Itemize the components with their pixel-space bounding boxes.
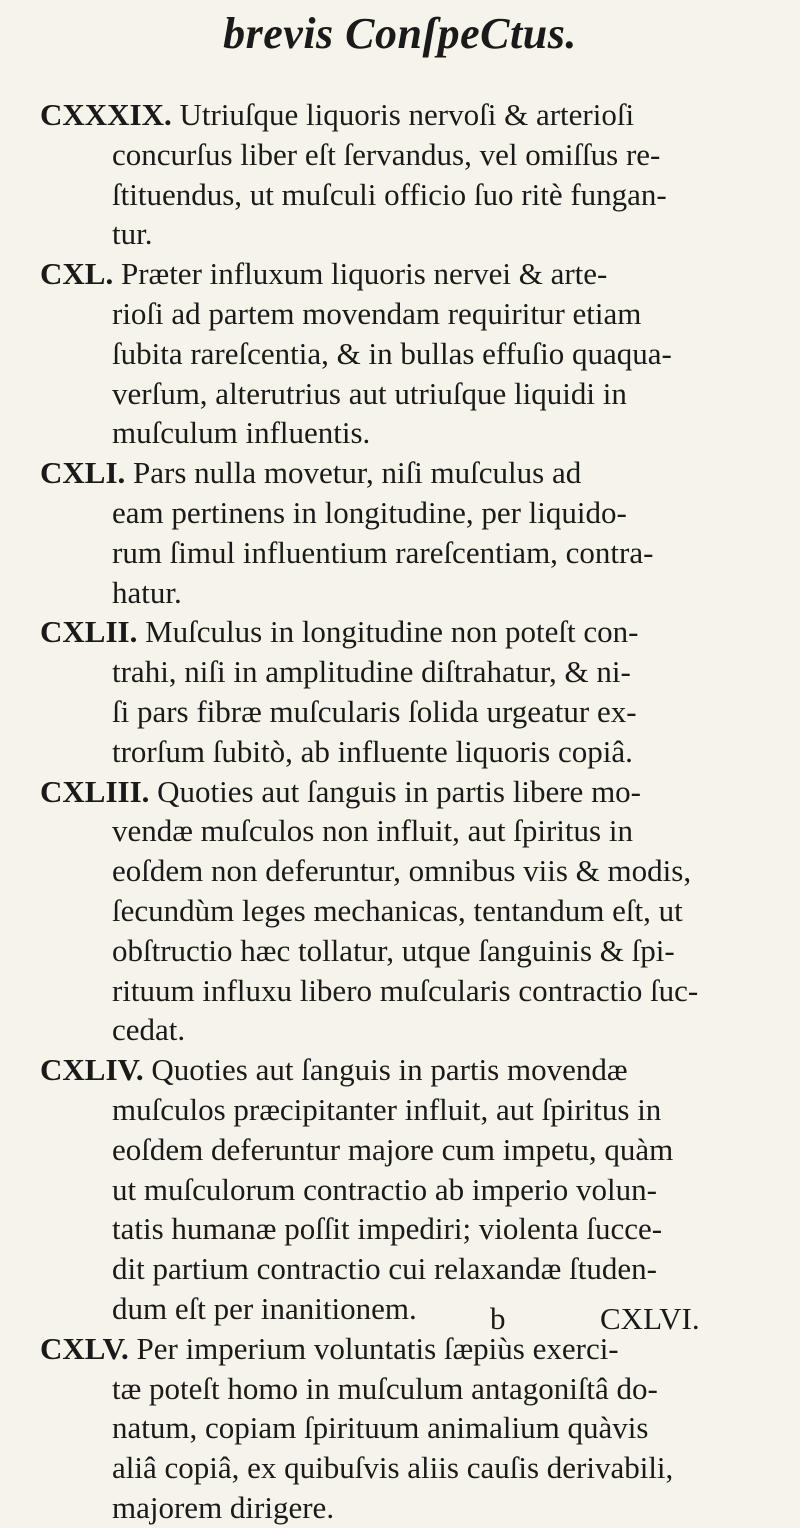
paragraph-number: CXLIII.: [40, 773, 150, 809]
text-line: tatis humanæ poſſit impediri; violenta ſucce-: [112, 1211, 663, 1247]
line-text: Quoties aut ſanguis in partis libere mo-: [157, 773, 642, 809]
text-line: ſubita rareſcentia, & in bullas effuſio quaqua-: [112, 335, 672, 371]
text-line: hatur.: [112, 574, 182, 610]
text-line: ſecundùm leges mechanicas, tentandum eſt, ut: [112, 892, 683, 928]
text-line: trahi, niſi in amplitudine diſtrahatur, & ni-: [112, 654, 631, 690]
text-line: [40, 1050, 770, 1090]
text-line: tæ poteſt homo in muſculum antagoniſtâ do-: [112, 1370, 658, 1406]
text-line: cedat.: [112, 1012, 186, 1048]
text-line: [40, 453, 770, 493]
line-text: Pars nulla movetur, niſi muſculus ad: [133, 455, 582, 491]
text-line: vendæ muſculos non influit, aut ſpiritus in: [112, 813, 633, 849]
catchword: CXLVI.: [600, 1301, 700, 1336]
text-line: verſum, alterutrius aut utriuſque liquidi in: [112, 375, 627, 411]
paragraph-number: CXXXIX.: [40, 97, 172, 132]
text-line: eoſdem deferuntur majore cum impetu, quàm: [112, 1131, 674, 1167]
text-line: eoſdem non deferuntur, omnibus viis & modis,: [112, 853, 692, 889]
text-line: tur.: [112, 216, 153, 252]
text-line: eam pertinens in longitudine, per liquido-: [112, 494, 627, 530]
line-text: Utriuſque liquoris nervoſi & arterioſi: [179, 97, 635, 132]
text-line: [40, 95, 770, 135]
text-line: majorem dirigere.: [112, 1489, 335, 1525]
text-line: aliâ copiâ, ex quibuſvis aliis cauſis derivabili,: [112, 1450, 674, 1486]
text-line: muſculos præcipitanter influit, aut ſpiritus in: [112, 1091, 662, 1127]
text-line: dum eſt per inanitionem.: [112, 1290, 417, 1326]
text-line: ut muſculorum contractio ab imperio volun-: [112, 1171, 657, 1207]
text-line: dit partium contractio cui relaxandæ ſtuden-: [112, 1251, 657, 1287]
text-line: obſtructio hæc tollatur, utque ſanguinis & ſpi-: [112, 932, 675, 968]
paragraph-number: CXL.: [40, 256, 114, 292]
text-line: ſi pars fibræ muſcularis ſolida urgeatur ex-: [112, 693, 637, 729]
text-line: [40, 254, 770, 294]
paragraph-number: CXLI.: [40, 455, 126, 491]
line-text: Muſculus in longitudine non poteſt con-: [145, 614, 639, 650]
text-line: [40, 772, 770, 812]
text-line: rum ſimul influentium rareſcentiam, contra-: [112, 534, 654, 570]
paragraph-number: CXLV.: [40, 1330, 129, 1366]
line-text: Præter influxum liquoris nervei & arte-: [120, 256, 608, 292]
numbered-paragraph: [40, 95, 770, 254]
numbered-paragraph: [40, 772, 770, 1051]
signature-mark: b: [490, 1301, 506, 1336]
text-line: natum, copiam ſpirituum animalium quàvis: [112, 1410, 649, 1446]
paragraph-number: CXLIV.: [40, 1052, 144, 1088]
text-line: rioſi ad partem movendam requiritur etiam: [112, 295, 642, 331]
running-head: brevis ConſpeCtus.: [223, 9, 577, 58]
text-line: concurſus liber eſt ſervandus, vel omiſſus re-: [112, 136, 661, 172]
line-text: Quoties aut ſanguis in partis movendæ: [151, 1052, 628, 1088]
text-line: ſtituendus, ut muſculi officio ſuo ritè fungan-: [112, 176, 667, 212]
text-line: rituum influxu libero muſcularis contractio ſuc-: [112, 972, 699, 1008]
paragraph-number: CXLII.: [40, 614, 138, 650]
numbered-paragraph: [40, 612, 770, 771]
line-text: Per imperium voluntatis ſæpiùs exerci-: [136, 1330, 619, 1366]
numbered-paragraph: [40, 1050, 770, 1329]
text-line: trorſum ſubitò, ab influente liquoris copiâ.: [112, 733, 633, 769]
text-line: [40, 612, 770, 652]
numbered-paragraph: [40, 453, 770, 612]
text-line: muſculum influentis.: [112, 415, 371, 451]
numbered-paragraph: [40, 254, 770, 453]
numbered-paragraph: [40, 1329, 770, 1528]
page-footer: [0, 1301, 800, 1341]
